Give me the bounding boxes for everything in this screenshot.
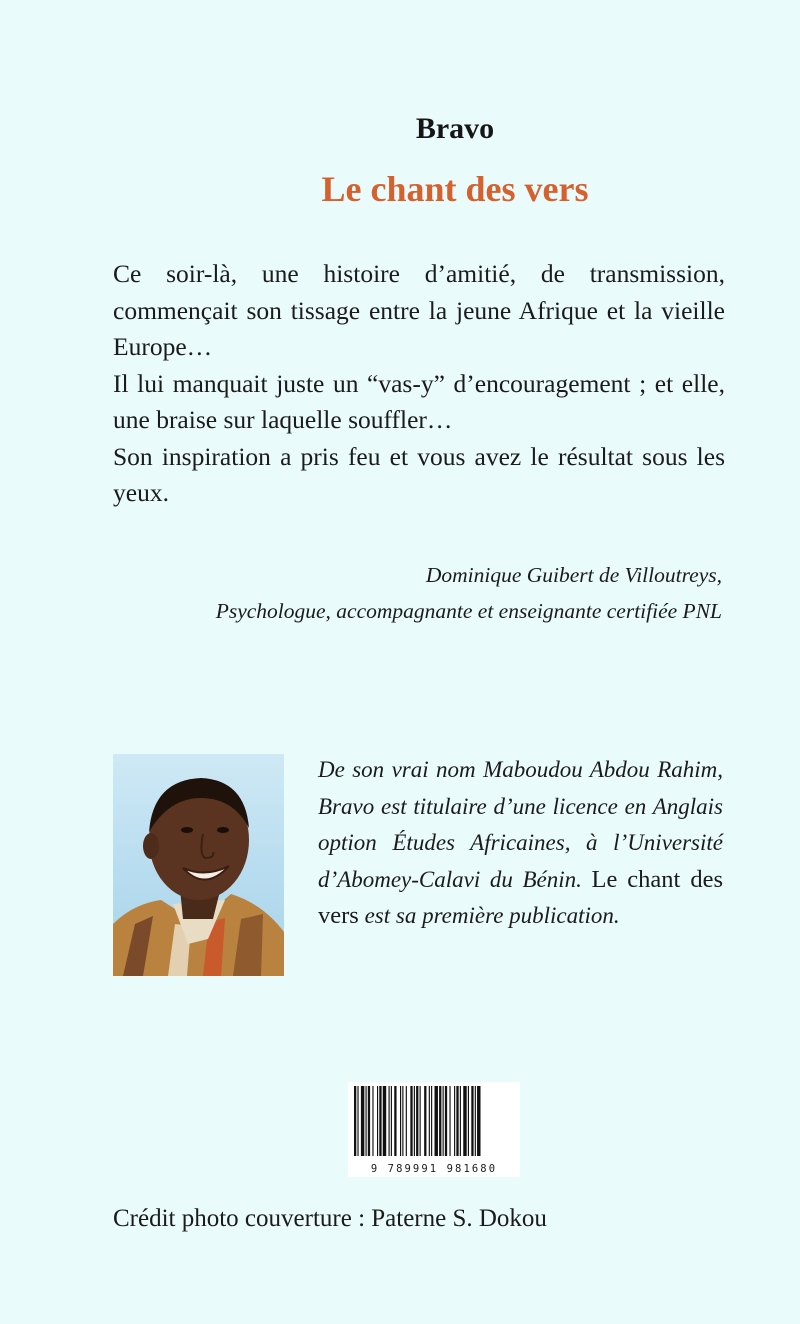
barcode-bar <box>475 1086 476 1156</box>
barcode-bar <box>424 1086 426 1156</box>
barcode-bar <box>366 1086 367 1156</box>
author-photo <box>113 754 284 976</box>
barcode-bar <box>368 1086 370 1156</box>
barcode-bar <box>456 1086 458 1156</box>
book-title: Le chant des vers <box>321 169 589 209</box>
quote-author: Dominique Guibert de Villoutreys, <box>425 563 722 587</box>
barcode-bar <box>354 1086 356 1156</box>
photo-credit: Crédit photo couverture : Paterne S. Dokou <box>113 1205 547 1232</box>
barcode-bar <box>477 1086 480 1156</box>
barcode-bar <box>414 1086 415 1156</box>
isbn-digits: 9 789991 981680 <box>370 1163 498 1175</box>
author-bio <box>318 752 723 935</box>
barcode-bar <box>468 1086 469 1156</box>
bio-text-end: est sa première publication. <box>364 903 620 928</box>
barcode-bar <box>402 1086 403 1156</box>
barcode-bar <box>460 1086 461 1156</box>
blurb-paragraph: Il lui manquait juste un “vas-y” d’encouragement ; et elle, une braise sur laquelle souffler… <box>113 368 725 434</box>
barcode-bar <box>372 1086 373 1156</box>
barcode-bar <box>361 1086 364 1156</box>
barcode-bar <box>383 1086 386 1156</box>
barcode-bars <box>348 1082 520 1162</box>
barcode-bar <box>445 1086 447 1156</box>
blurb-paragraph: Ce soir-là, une histoire d’amitié, de transmission, commençait son tissage entre la jeune Afrique et la vieille Europe… <box>113 259 725 361</box>
barcode-bar <box>443 1086 444 1156</box>
barcode-bar <box>463 1086 466 1156</box>
blurb <box>113 256 725 512</box>
barcode-bar <box>410 1086 412 1156</box>
barcode-bar <box>429 1086 430 1156</box>
barcode-bar <box>377 1086 378 1156</box>
barcode-bar <box>435 1086 438 1156</box>
barcode-bar <box>416 1086 418 1156</box>
bio-book-title: Le chant des vers <box>318 865 724 929</box>
barcode-bar <box>449 1086 450 1156</box>
barcode-bar <box>454 1086 455 1156</box>
blurb-paragraph: Son inspiration a pris feu et vous avez le résultat sous les yeux. <box>113 441 725 507</box>
isbn-barcode <box>348 1082 520 1177</box>
author-portrait-image <box>113 754 284 976</box>
barcode-bar <box>471 1086 473 1156</box>
barcode-bar <box>420 1086 421 1156</box>
barcode-bar <box>391 1086 392 1156</box>
barcode-bar <box>379 1086 381 1156</box>
barcode-bar <box>357 1086 358 1156</box>
quote-attribution <box>216 557 722 629</box>
bio-text: De son vrai nom Maboudou Abdou Rahim, Bravo est titulaire d’une licence en Anglais option Études Africaines, à l’Université d’Abomey-Calavi du Bénin. <box>318 757 723 892</box>
author-name: Bravo <box>415 112 495 145</box>
barcode-bar <box>406 1086 407 1156</box>
barcode-bar <box>431 1086 432 1156</box>
barcode-bar <box>400 1086 401 1156</box>
quote-author-role: Psychologue, accompagnante et enseignante certifiée PNL <box>215 599 722 623</box>
barcode-bar <box>389 1086 390 1156</box>
barcode-bar <box>439 1086 441 1156</box>
barcode-bar <box>394 1086 396 1156</box>
